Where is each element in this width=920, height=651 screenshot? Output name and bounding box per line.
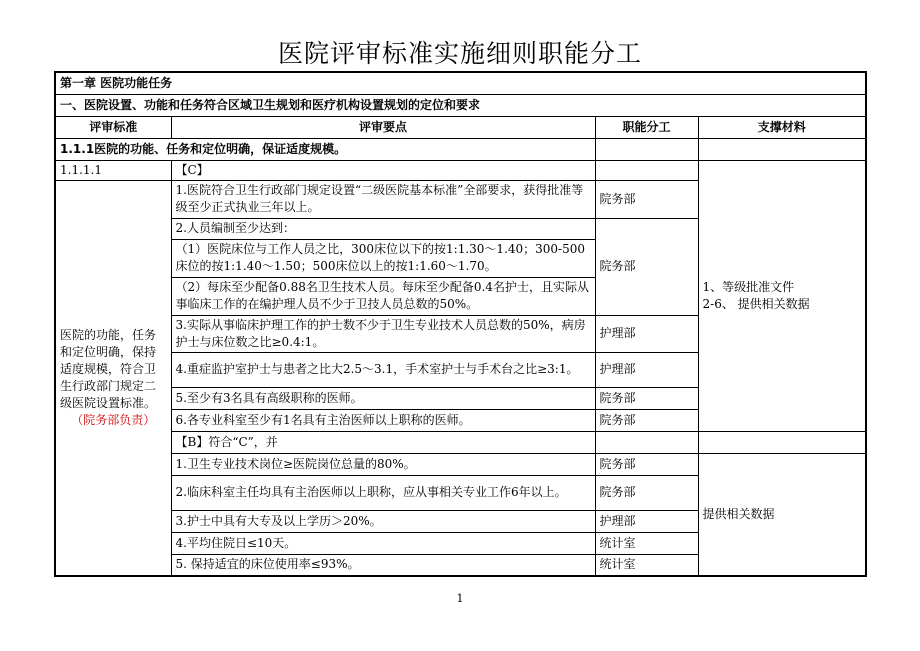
- empty-cell: [595, 431, 698, 453]
- dept-cell: 院务部: [595, 453, 698, 475]
- dept-cell: 院务部: [595, 409, 698, 431]
- col-header-standard: 评审标准: [55, 116, 171, 138]
- b-support-cell: 提供相关数据: [698, 453, 866, 576]
- support-line: 1、等级批准文件: [702, 279, 795, 294]
- point-text: 4.平均住院日≤10天。: [171, 532, 595, 554]
- point-text: 2.临床科室主任均具有主治医师以上职称，应从事相关专业工作6年以上。: [171, 475, 595, 510]
- dept-cell: 护理部: [595, 352, 698, 387]
- page-number: 1: [456, 592, 464, 605]
- empty-cell: [698, 138, 866, 160]
- point-text: 6.各专业科室至少有1名具有主治医师以上职称的医师。: [171, 409, 595, 431]
- dept-cell: 护理部: [595, 510, 698, 532]
- col-header-dept: 职能分工: [595, 116, 698, 138]
- dept-cell: 院务部: [595, 180, 698, 218]
- point-text: 1.卫生专业技术岗位≥医院岗位总量的80%。: [171, 453, 595, 475]
- dept-cell: 院务部: [595, 475, 698, 510]
- left-responsibility: （院务部负责）: [71, 412, 156, 427]
- c-support-cell: [698, 160, 866, 431]
- dept-cell: 统计室: [595, 554, 698, 576]
- chapter-heading: 第一章 医院功能任务: [55, 72, 866, 94]
- col-header-points: 评审要点: [171, 116, 595, 138]
- standard-description: [55, 180, 171, 576]
- point-text: 3.实际从事临床护理工作的护士数不少于卫生专业技术人员总数的50%，病房护士与床位数之比≥0.4:1。: [171, 315, 595, 352]
- empty-cell: [698, 431, 866, 453]
- point-text: 1.医院符合卫生行政部门规定设置“二级医院基本标准”全部要求，获得批准等级至少正式执业三年以上。: [171, 180, 595, 218]
- dept-cell: 统计室: [595, 532, 698, 554]
- section-heading: 一、医院设置、功能和任务符合区域卫生规划和医疗机构设置规划的定位和要求: [55, 94, 866, 116]
- point-text: （1）医院床位与工作人员之比，300床位以下的按1:1.30～1.40；300-500床位的按1:1.40～1.50；500床位以上的按1:1.60～1.70。: [171, 239, 595, 277]
- standard-heading: 1.1.1医院的功能、任务和定位明确，保证适度规模。: [55, 138, 595, 160]
- left-desc: 医院的功能，任务和定位明确，保持适度规模，符合卫生行政部门规定二级医院设置标准。: [60, 327, 157, 410]
- dept-cell: 护理部: [595, 315, 698, 352]
- point-text: （2）每床至少配备0.88名卫生技术人员。每床至少配备0.4名护士，且实际从事临床工作的在编护理人员不少于卫技人员总数的50%。: [171, 277, 595, 315]
- item-code: 1.1.1.1: [55, 160, 171, 180]
- duty-table: [54, 71, 867, 577]
- level-c-label: 【C】: [171, 160, 595, 180]
- empty-cell: [595, 138, 698, 160]
- point-text: 5. 保持适宜的床位使用率≤93%。: [171, 554, 595, 576]
- page-title: 医院评审标准实施细则职能分工: [277, 39, 642, 68]
- col-header-support: 支撑材料: [698, 116, 866, 138]
- empty-cell: [595, 160, 698, 180]
- support-line: 2-6、 提供相关数据: [702, 296, 810, 311]
- point-text: 2.人员编制至少达到：: [171, 218, 595, 239]
- point-text: 4.重症监护室护士与患者之比大2.5～3.1，手术室护士与手术台之比≥3:1。: [171, 352, 595, 387]
- dept-cell: 院务部: [595, 387, 698, 409]
- point-text: 3.护士中具有大专及以上学历＞20%。: [171, 510, 595, 532]
- dept-cell: 院务部: [595, 218, 698, 315]
- point-text: 5.至少有3名具有高级职称的医师。: [171, 387, 595, 409]
- level-b-label: 【B】符合“C”，并: [171, 431, 595, 453]
